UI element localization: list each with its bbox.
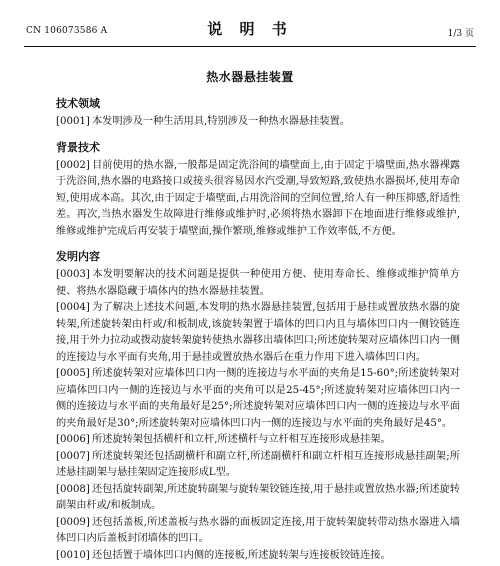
paragraph-text: 还包括旋转副架,所述旋转副架与旋转架铰链连接,用于悬挂或置放热水器;所述旋转副架由杆或/和板制成。 (56, 483, 460, 511)
paragraph-number: [0008] (56, 483, 90, 495)
document-title: 热水器悬挂装置 (206, 70, 294, 84)
paragraph-text: 本发明要解决的技术问题是提供一种使用方便、使用寿命长、维修或维护简单方便、将热水器隐藏于墙体内的热水器悬挂装置。 (56, 269, 460, 297)
paragraph-text: 目前使用的热水器,一般都是固定洗浴间的墙壁面上,由于固定于墙壁面,热水器裸露于洗浴间,热水器的电路接口或接头很容易因水汽受潮,导致短路,致使热水器损坏,使用寿命短,使用成本高。其次,由于固定于墙壁面,占用洗浴间的空间位置,给人有一种压抑感,舒适性差。再次,当热水器发生故障进行维修或维护时,必须将热水器卸下在地面进行维修或维护,维修或维护完成后再安装于墙壁面,操作繁琐,维修或维护工作效率低,不方便。 (56, 159, 460, 237)
section-title: 说 明 书 (207, 20, 293, 38)
paragraph-number: [0005] (56, 368, 90, 379)
paragraph (56, 432, 460, 449)
paragraph (56, 449, 460, 482)
paragraph (56, 158, 460, 241)
paragraph-number: [0004] (56, 302, 90, 313)
paragraph-number: [0003] (56, 269, 90, 280)
paragraph-text: 还包括盖板,所述盖板与热水器的面板固定连接,用于旋转架旋转带动热水器进入墙体凹口内后盖板封闭墙体的凹口。 (56, 516, 460, 544)
paragraph-text: 所述旋转架包括横杆和立杆,所述横杆与立杆相互连接形成悬挂架。 (92, 434, 391, 445)
paragraph-text: 为了解决上述技术问题,本发明的热水器悬挂装置,包括用于悬挂或置放热水器的旋转架,所述旋转架由杆或/和板制成,该旋转架置于墙体的凹口内且与墙体凹口内一侧铰链连接,用于外力拉动或拨动旋转架旋转使热水器移出墙体凹口;所述旋转架对应墙体凹口内一侧的连接边与水平面有夹角,用于悬挂或置放热水器后在重力作用下进入墙体凹口内。 (56, 302, 460, 363)
paragraph-text: 所述旋转架对应墙体凹口内一侧的连接边与水平面的夹角是15-60°;所述旋转架对应墙体凹口内一侧的连接边与水平面的夹角可以是25-45°;所述旋转架对应墙体凹口内一侧的连接边与水平面的夹角最好是25°;所述旋转架对应墙体凹口内一侧的连接边与水平面的夹角最好是30°;所述旋转架对应墙体凹口内一侧的连接边与水平面的夹角最好是45°。 (56, 368, 460, 429)
header-divider (24, 46, 476, 47)
paragraph (56, 482, 460, 515)
paragraph (56, 515, 460, 548)
paragraph-number: [0010] (56, 549, 90, 561)
paragraph (56, 548, 460, 565)
paragraph-text: 本发明涉及一种生活用具,特别涉及一种热水器悬挂装置。 (92, 116, 350, 127)
paragraph-number: [0007] (56, 450, 90, 462)
document-body (56, 96, 460, 564)
document-number: CN 106073586 A (26, 26, 108, 36)
paragraph (56, 114, 460, 131)
paragraph-number: [0006] (56, 434, 90, 445)
paragraph (56, 300, 460, 366)
section-heading: 技术领域 (56, 97, 100, 110)
paragraph (56, 366, 460, 432)
paragraph-number: [0002] (56, 159, 90, 171)
paragraph-number: [0001] (56, 116, 90, 127)
paragraph-number: [0009] (56, 516, 90, 528)
section-heading: 背景技术 (56, 140, 100, 154)
section-heading: 发明内容 (56, 250, 100, 263)
paragraph (56, 267, 460, 300)
page-number: 1/3 页 (447, 29, 474, 39)
page-header (0, 12, 500, 40)
paragraph-text: 还包括置于墙体凹口内侧的连接板,所述旋转架与连接板铰链连接。 (92, 549, 391, 561)
paragraph-text: 所述旋转架还包括副横杆和副立杆,所述副横杆和副立杆相互连接形成悬挂副架;所述悬挂副架与悬挂架固定连接形成L型。 (56, 450, 460, 478)
